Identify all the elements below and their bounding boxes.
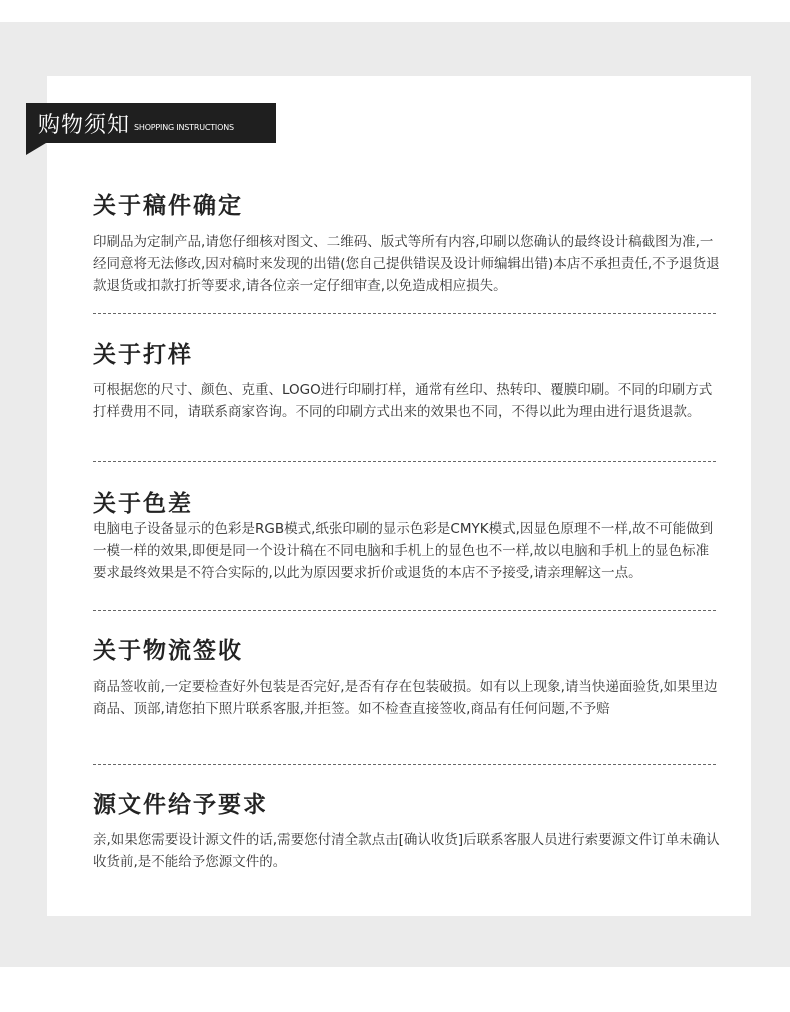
banner-fold bbox=[26, 143, 46, 155]
header-subtitle: SHOPPING INSTRUCTIONS bbox=[134, 122, 234, 132]
section-title-source-files: 源文件给予要求 bbox=[93, 792, 268, 818]
header-banner bbox=[26, 103, 276, 143]
section-title-color-difference: 关于色差 bbox=[93, 491, 193, 517]
section-body-source-files: 亲,如果您需要设计源文件的话,需要您付清全款点击[确认收货]后联系客服人员进行索要源文件订单未确认收货前,是不能给予您源文件的。 bbox=[93, 832, 720, 870]
section-body-color-difference: 电脑电子设备显示的色彩是RGB模式,纸张印刷的显示色彩是CMYK模式,因显色原理不一样,故不可能做到一模一样的效果,即便是同一个设计稿在不同电脑和手机上的显色也不一样,故以电脑和手机上的显色标准要求最终效果是不符合实际的,以此为原因要求折价或退货的本店不予接受,请亲理解这一点。 bbox=[93, 521, 714, 581]
section-title-logistics: 关于物流签收 bbox=[93, 638, 243, 664]
section-title-proofing: 关于打样 bbox=[93, 342, 193, 368]
header-title: 购物须知 bbox=[38, 112, 131, 138]
section-divider bbox=[93, 461, 716, 462]
section-body-proofing: 可根据您的尺寸、颜色、克重、LOGO进行印刷打样，通常有丝印、热转印、覆膜印刷。不同的印刷方式打样费用不同，请联系商家咨询。不同的印刷方式出来的效果也不同，不得以此为理由进行退货退款。 bbox=[93, 382, 713, 420]
section-divider bbox=[93, 313, 716, 314]
section-body-logistics: 商品签收前,一定要检查好外包装是否完好,是否有存在包装破损。如有以上现象,请当快递面验货,如果里边商品、顶部,请您拍下照片联系客服,并拒签。如不检查直接签收,商品有任何问题,不予赔 bbox=[93, 679, 718, 717]
section-body-manuscript: 印刷品为定制产品,请您仔细核对图文、二维码、版式等所有内容,印刷以您确认的最终设计稿截图为准,一经同意将无法修改,因对稿时来发现的出错(您自己提供错误及设计师编辑出错)本店不承担责任,不予退货退款退货或扣款打折等要求,请各位亲一定仔细审查,以免造成相应损失。 bbox=[93, 234, 720, 294]
section-title-manuscript: 关于稿件确定 bbox=[93, 193, 243, 219]
section-divider bbox=[93, 610, 716, 611]
section-divider bbox=[93, 764, 716, 765]
